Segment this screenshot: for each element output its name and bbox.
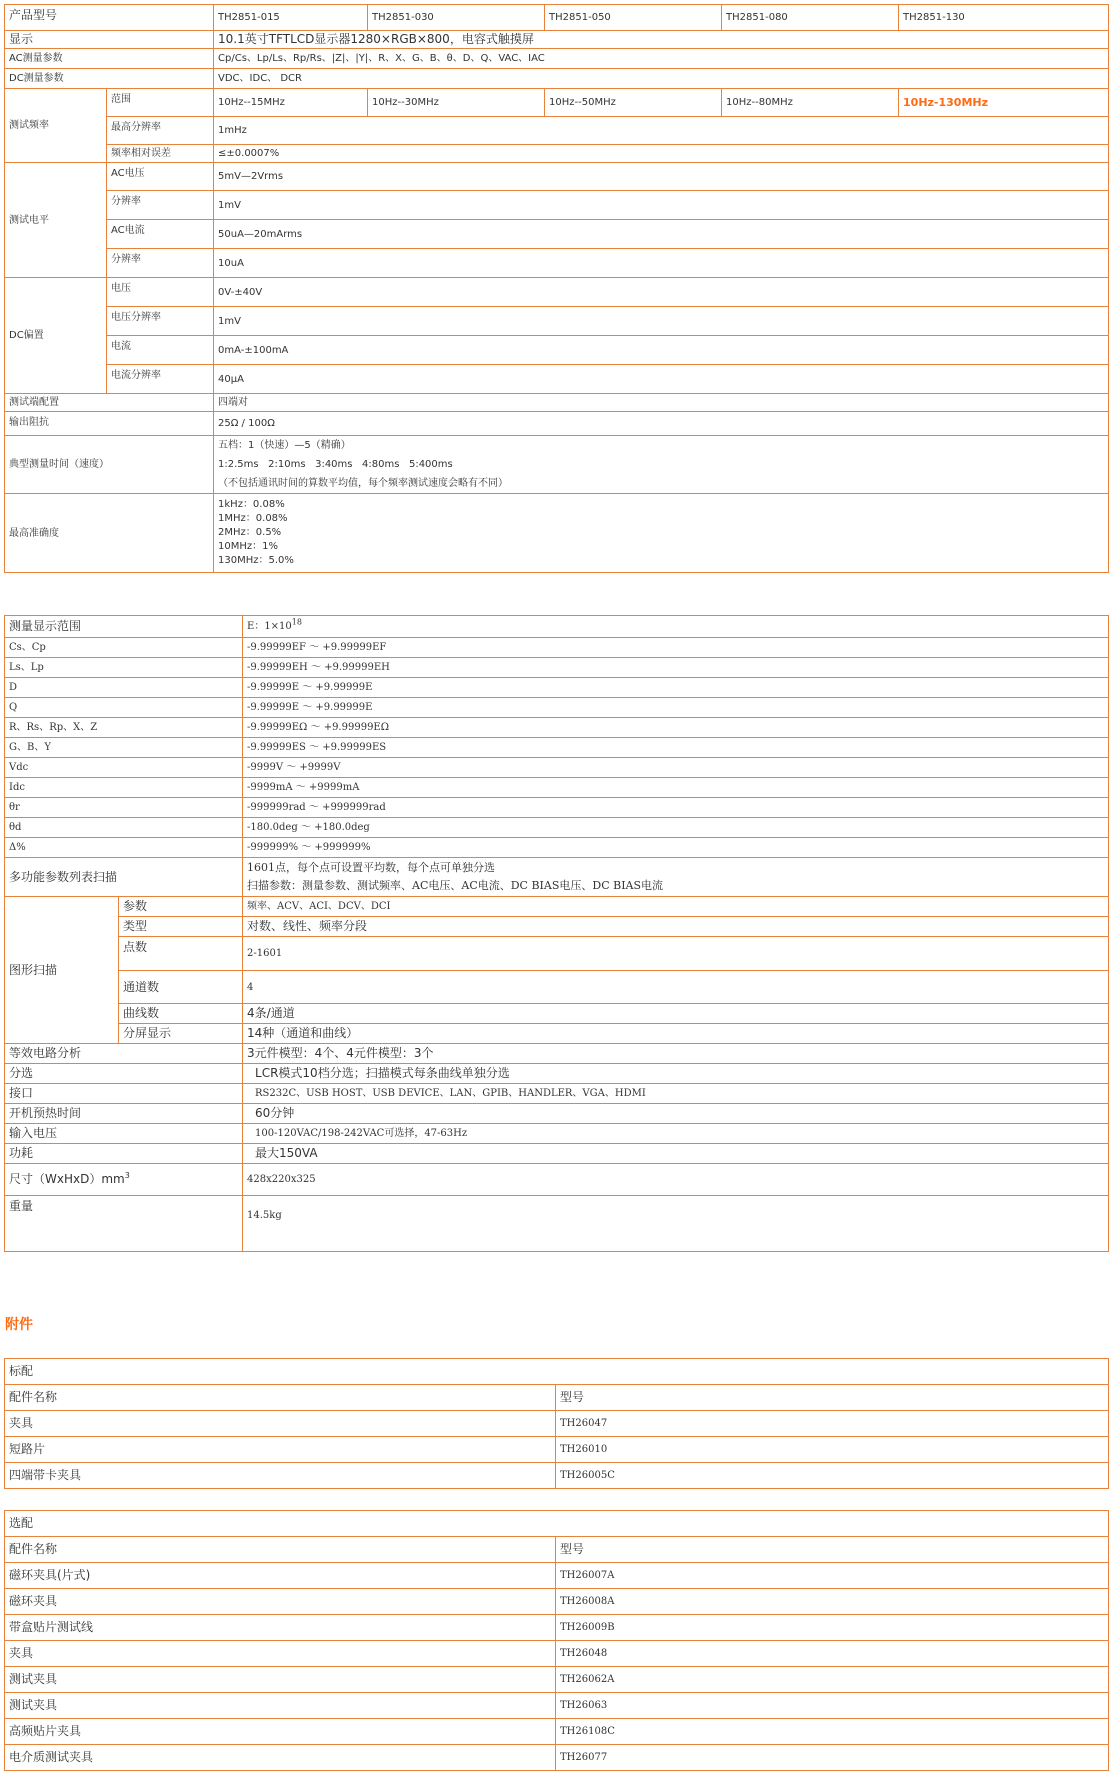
speed-label: 典型测量时间（速度） [5, 436, 214, 494]
accessory-model: TH26009B [556, 1615, 1109, 1641]
weight-value: 14.5kg [243, 1196, 1109, 1252]
accessory-name: 测试夹具 [5, 1667, 556, 1693]
accessory-model: TH26047 [556, 1411, 1109, 1437]
graph-row-label: 类型 [119, 917, 243, 937]
accessories-title: 附件 [5, 1317, 33, 1333]
misc-row-value: LCR模式10档分选；扫描模式每条曲线单独分选 [243, 1064, 1109, 1084]
graph-row-label: 通道数 [119, 971, 243, 1004]
accessory-model: TH26008A [556, 1589, 1109, 1615]
size-value: 428x220x325 [243, 1164, 1109, 1196]
level-ac-v-value: 5mV—2Vrms [214, 163, 1109, 191]
range-row-label: θd [5, 818, 243, 838]
accessory-name: 四端带卡夹具 [5, 1463, 556, 1489]
speed-value [214, 436, 1109, 494]
range-row-label: Idc [5, 778, 243, 798]
range-row-label: Vdc [5, 758, 243, 778]
accessory-name: 电介质测试夹具 [5, 1745, 556, 1771]
sweep-line: 扫描参数：测量参数、测试频率、AC电压、AC电流、DC BIAS电压、DC BIAS电流 [247, 879, 664, 892]
range-row-value: -9.99999EH ～ +9.99999EH [243, 658, 1109, 678]
range-row-label: D [5, 678, 243, 698]
range-title-label: 测量显示范围 [5, 616, 243, 638]
graph-row-value: 2-1601 [243, 937, 1109, 971]
range-row-label: θr [5, 798, 243, 818]
model-cell: TH2851-030 [368, 5, 545, 31]
graph-row-value: 4 [243, 971, 1109, 1004]
col-model-header: 型号 [556, 1385, 1109, 1411]
range-title-text: E：1×10 [247, 621, 292, 632]
misc-row-label: 功耗 [5, 1144, 243, 1164]
bias-v-value: 0V-±40V [214, 278, 1109, 307]
optional-title: 选配 [5, 1511, 1109, 1537]
misc-row-label: 输入电压 [5, 1124, 243, 1144]
level-ac-v-label: AC电压 [107, 163, 214, 191]
range-row-label: R、Rs、Rp、X、Z [5, 718, 243, 738]
accessory-name: 夹具 [5, 1641, 556, 1667]
accuracy-line: 130MHz：5.0% [218, 555, 294, 566]
level-res-label: 分辨率 [107, 249, 214, 278]
col-name-header: 配件名称 [5, 1385, 556, 1411]
sweep-value [243, 858, 1109, 897]
accessory-model: TH26077 [556, 1745, 1109, 1771]
impedance-value: 25Ω / 100Ω [214, 412, 1109, 436]
accessory-name: 短路片 [5, 1437, 556, 1463]
range-row-value: -9999mA ～ +9999mA [243, 778, 1109, 798]
standard-title: 标配 [5, 1359, 1109, 1385]
graph-row-label: 点数 [119, 937, 243, 971]
bias-v-label: 电压 [107, 278, 214, 307]
misc-row-label: 分选 [5, 1064, 243, 1084]
graph-row-value: 4条/通道 [243, 1004, 1109, 1024]
range-title-exp: 18 [291, 617, 302, 627]
speed-line: 五档：1（快速）—5（精确） [218, 440, 351, 451]
bias-vres-label: 电压分辨率 [107, 307, 214, 336]
model-label: 产品型号 [5, 5, 214, 31]
accessory-name: 磁环夹具 [5, 1589, 556, 1615]
range-table [4, 615, 1109, 1252]
freq-range-cell: 10Hz--30MHz [368, 89, 545, 117]
freq-range-cell: 10Hz--80MHz [722, 89, 899, 117]
graph-row-value: 对数、线性、频率分段 [243, 917, 1109, 937]
misc-row-value: RS232C、USB HOST、USB DEVICE、LAN、GPIB、HANDLER、VGA、HDMI [243, 1084, 1109, 1104]
graph-row-value: 频率、ACV、ACI、DCV、DCI [243, 897, 1109, 917]
accessory-model: TH26010 [556, 1437, 1109, 1463]
graph-row-label: 曲线数 [119, 1004, 243, 1024]
accuracy-label: 最高准确度 [5, 494, 214, 573]
accessory-model: TH26048 [556, 1641, 1109, 1667]
misc-row-label: 等效电路分析 [5, 1044, 243, 1064]
accuracy-line: 2MHz：0.5% [218, 527, 282, 538]
graph-label: 图形扫描 [5, 897, 119, 1044]
range-row-value: -180.0deg ～ +180.0deg [243, 818, 1109, 838]
freq-err-label: 频率相对误差 [107, 145, 214, 163]
graph-row-value: 14种（通道和曲线） [243, 1024, 1109, 1044]
sweep-label: 多功能参数列表扫描 [5, 858, 243, 897]
size-label [5, 1164, 243, 1196]
freq-label: 测试频率 [5, 89, 107, 163]
range-row-label: Δ% [5, 838, 243, 858]
accessory-model: TH26108C [556, 1719, 1109, 1745]
model-cell: TH2851-050 [545, 5, 722, 31]
freq-range-highlight [899, 89, 1109, 117]
model-cell: TH2851-080 [722, 5, 899, 31]
range-row-value: -9.99999ES ～ +9.99999ES [243, 738, 1109, 758]
bias-i-value: 0mA-±100mA [214, 336, 1109, 365]
accessory-name: 测试夹具 [5, 1693, 556, 1719]
accessory-name: 高频贴片夹具 [5, 1719, 556, 1745]
misc-row-label: 开机预热时间 [5, 1104, 243, 1124]
range-row-value: -9.99999EΩ ～ +9.99999EΩ [243, 718, 1109, 738]
graph-row-label: 分屏显示 [119, 1024, 243, 1044]
accuracy-line: 1kHz：0.08% [218, 499, 285, 510]
bias-label: DC偏置 [5, 278, 107, 394]
dc-params-value: VDC、IDC、 DCR [214, 69, 1109, 89]
accessory-model: TH26063 [556, 1693, 1109, 1719]
level-res-value: 1mV [214, 191, 1109, 220]
size-label-exp: 3 [124, 1171, 130, 1180]
freq-err-value: ≤±0.0007% [214, 145, 1109, 163]
weight-label: 重量 [5, 1196, 243, 1252]
model-cell: TH2851-015 [214, 5, 368, 31]
level-ac-i-value: 50uA—20mArms [214, 220, 1109, 249]
size-label-text: 尺寸（WxHxD）mm [9, 1172, 125, 1186]
bias-i-label: 电流 [107, 336, 214, 365]
level-res-label: 分辨率 [107, 191, 214, 220]
spec-table [4, 4, 1109, 573]
range-row-label: Q [5, 698, 243, 718]
sweep-line: 1601点，每个点可设置平均数，每个点可单独分选 [247, 861, 496, 874]
freq-range-cell: 10Hz--15MHz [214, 89, 368, 117]
freq-range-cell: 10Hz--50MHz [545, 89, 722, 117]
range-row-value: -9.99999EF ～ +9.99999EF [243, 638, 1109, 658]
misc-row-value: 3元件模型：4个、4元件模型：3个 [243, 1044, 1109, 1064]
accessory-model: TH26062A [556, 1667, 1109, 1693]
accuracy-line: 10MHz：1% [218, 541, 279, 552]
freq-range-label: 范围 [107, 89, 214, 117]
dc-params-label: DC测量参数 [5, 69, 214, 89]
model-cell: TH2851-130 [899, 5, 1109, 31]
freq-range-130-text: 10Hz-130MHz [903, 96, 989, 109]
accuracy-value [214, 494, 1109, 573]
ac-params-label: AC测量参数 [5, 49, 214, 69]
accuracy-line: 1MHz：0.08% [218, 513, 288, 524]
range-row-value: -9999V ～ +9999V [243, 758, 1109, 778]
standard-accessories-table [4, 1358, 1109, 1489]
range-row-label: G、B、Y [5, 738, 243, 758]
accessory-model: TH26005C [556, 1463, 1109, 1489]
col-model-header: 型号 [556, 1537, 1109, 1563]
graph-row-label: 参数 [119, 897, 243, 917]
bias-ires-label: 电流分辨率 [107, 365, 214, 394]
bias-vres-value: 1mV [214, 307, 1109, 336]
range-row-value: -9.99999E ～ +9.99999E [243, 678, 1109, 698]
optional-accessories-table [4, 1510, 1109, 1771]
ac-params-value: Cp/Cs、Lp/Ls、Rp/Rs、|Z|、|Y|、R、X、G、B、θ、D、Q、VAC、IAC [214, 49, 1109, 69]
freq-res-label: 最高分辨率 [107, 117, 214, 145]
display-value: 10.1英寸TFTLCD显示器1280×RGB×800，电容式触摸屏 [214, 31, 1109, 49]
accessory-name: 磁环夹具(片式) [5, 1563, 556, 1589]
impedance-label: 输出阻抗 [5, 412, 214, 436]
accessory-name: 带盒贴片测试线 [5, 1615, 556, 1641]
range-row-value: -999999rad ～ +999999rad [243, 798, 1109, 818]
level-label: 测试电平 [5, 163, 107, 278]
accessory-model: TH26007A [556, 1563, 1109, 1589]
misc-row-value: 100-120VAC/198-242VAC可选择，47-63Hz [243, 1124, 1109, 1144]
misc-row-value: 60分钟 [243, 1104, 1109, 1124]
level-ac-i-label: AC电流 [107, 220, 214, 249]
level-res-value: 10uA [214, 249, 1109, 278]
range-title-value [243, 616, 1109, 638]
freq-res-value: 1mHz [214, 117, 1109, 145]
speed-line: （不包括通讯时间的算数平均值，每个频率测试速度会略有不同） [218, 478, 509, 489]
range-row-label: Ls、Lp [5, 658, 243, 678]
speed-line: 1:2.5ms 2:10ms 3:40ms 4:80ms 5:400ms [218, 459, 453, 470]
misc-row-value: 最大150VA [243, 1144, 1109, 1164]
range-row-value: -999999% ～ +999999% [243, 838, 1109, 858]
bias-ires-value: 40μA [214, 365, 1109, 394]
range-row-value: -9.99999E ～ +9.99999E [243, 698, 1109, 718]
display-label: 显示 [5, 31, 214, 49]
terminal-value: 四端对 [214, 394, 1109, 412]
range-row-label: Cs、Cp [5, 638, 243, 658]
accessory-name: 夹具 [5, 1411, 556, 1437]
misc-row-label: 接口 [5, 1084, 243, 1104]
terminal-label: 测试端配置 [5, 394, 214, 412]
col-name-header: 配件名称 [5, 1537, 556, 1563]
